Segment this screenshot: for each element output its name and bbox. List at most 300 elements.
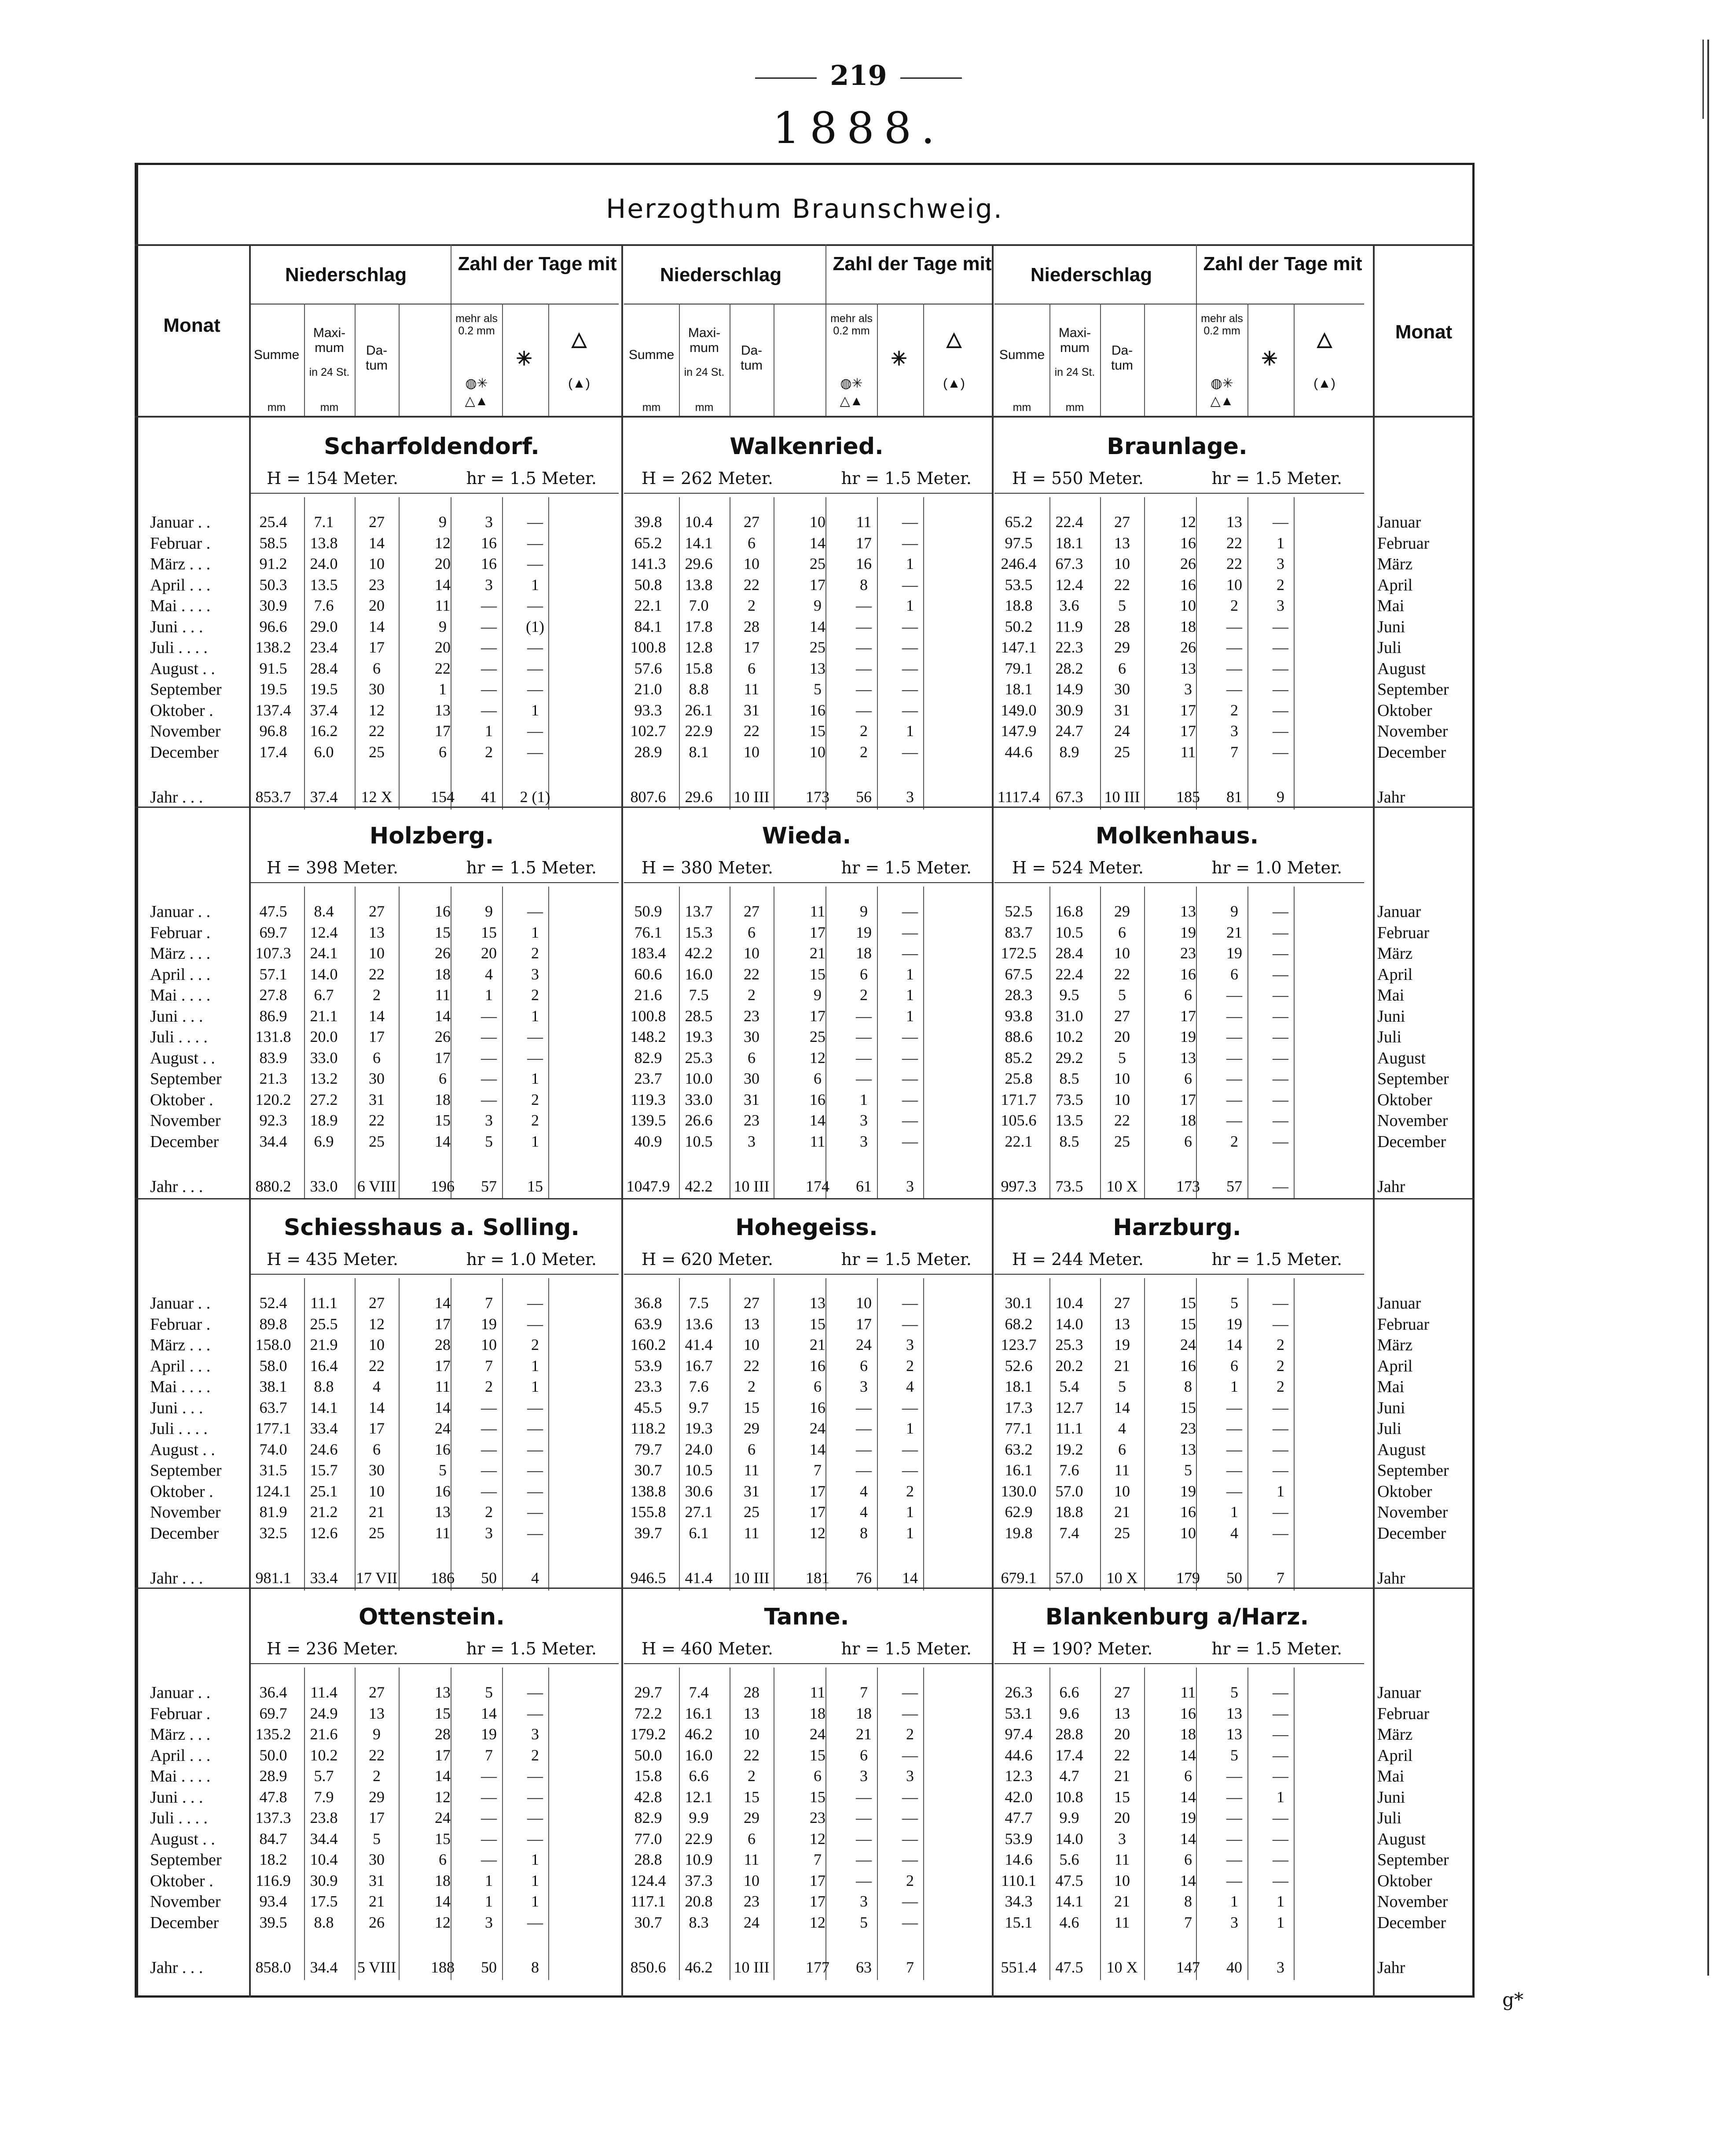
month-label-right: April (1377, 965, 1413, 984)
table-cell: — (1273, 638, 1288, 656)
table-cell: 16 (481, 534, 497, 552)
thunder-symbol-icon: △ (947, 328, 961, 350)
table-cell: 9 (814, 986, 822, 1004)
table-cell: 19 (1226, 944, 1242, 962)
table-cell: 2 (1277, 1336, 1284, 1353)
table-cell: — (481, 1440, 497, 1458)
table-cell: 18.1 (1005, 1378, 1033, 1395)
table-cell: 13.8 (685, 576, 713, 594)
summe-header: Summe (628, 348, 675, 362)
table-cell: 131.8 (255, 1028, 291, 1045)
table-cell: 1 (531, 701, 539, 719)
table-cell: 2 (748, 1378, 756, 1395)
station-name: Scharfoldendorf. (324, 433, 539, 460)
gauge-height: hr = 1.0 Meter. (466, 1250, 597, 1269)
table-cell: 21.1 (310, 1007, 338, 1025)
table-cell: 10 (744, 743, 759, 761)
table-cell: — (902, 680, 918, 698)
table-cell: 14 (369, 534, 385, 552)
year-total-cell: 853.7 (255, 788, 291, 806)
table-cell: 10.2 (310, 1746, 338, 1764)
station-name: Wieda. (762, 823, 851, 849)
table-cell: 52.5 (1005, 902, 1033, 920)
year-total-cell: 42.2 (685, 1177, 713, 1195)
table-cell: 17.4 (259, 743, 287, 761)
table-cell: 2 (1277, 1357, 1284, 1375)
table-cell: — (1226, 1461, 1242, 1479)
table-cell: 19 (481, 1725, 497, 1743)
table-cell: 14 (435, 1132, 451, 1150)
table-cell: 24 (435, 1809, 451, 1826)
table-cell: 16 (435, 902, 451, 920)
table-cell: 2 (906, 1871, 914, 1889)
table-cell: — (902, 1461, 918, 1479)
month-label-right: Juni (1377, 617, 1405, 636)
month-label: März . . . (150, 1336, 211, 1354)
table-cell: — (902, 1892, 918, 1910)
table-cell: — (902, 1049, 918, 1067)
year-label-right: Jahr (1377, 1569, 1405, 1588)
table-cell: 42.0 (1005, 1788, 1033, 1806)
table-cell: 1 (1230, 1503, 1238, 1521)
table-cell: 18 (435, 965, 451, 983)
table-cell: 14.0 (1055, 1315, 1083, 1333)
month-label-right: Juli (1377, 638, 1401, 657)
station-height: H = 380 Meter. (642, 858, 773, 877)
table-cell: 20 (369, 597, 385, 614)
table-cell: 39.5 (259, 1913, 287, 1931)
zahl-der-tage-header: Zahl der Tage mit (833, 253, 992, 275)
table-cell: 16.2 (310, 722, 338, 740)
year-total-cell: 10 III (1104, 788, 1140, 806)
station-heights (624, 858, 989, 879)
table-cell: — (481, 1070, 497, 1087)
table-cell: 12.4 (310, 923, 338, 941)
table-cell: — (1273, 1419, 1288, 1437)
table-cell: 1 (1277, 1482, 1284, 1500)
month-label-right: December (1377, 1132, 1446, 1151)
table-cell: 27.2 (310, 1090, 338, 1108)
table-cell: 15 (810, 965, 825, 983)
table-cell: 11 (744, 1851, 759, 1868)
table-cell: 9 (439, 617, 447, 635)
table-cell: 10 (1114, 944, 1130, 962)
table-cell: — (1273, 1315, 1288, 1333)
table-cell: — (1273, 1503, 1288, 1521)
table-cell: 6 (748, 1830, 756, 1848)
table-cell: 31 (1114, 701, 1130, 719)
table-cell: — (1273, 1767, 1288, 1785)
year-total-cell: 10 III (734, 788, 770, 806)
gauge-height: hr = 1.5 Meter. (1211, 1639, 1342, 1658)
table-cell: — (902, 513, 918, 531)
month-label-right: December (1377, 1913, 1446, 1932)
table-cell: 18 (1180, 1111, 1196, 1129)
niederschlag-header: Niederschlag (660, 264, 782, 286)
year-total-cell: 858.0 (255, 1958, 291, 1976)
table-cell: 28.5 (685, 1007, 713, 1025)
table-cell: 11 (1114, 1851, 1130, 1868)
table-cell: 1 (485, 1871, 493, 1889)
year-total-cell: 997.3 (1001, 1177, 1037, 1195)
table-cell: 74.0 (259, 1440, 287, 1458)
table-cell: 11.4 (310, 1683, 338, 1701)
month-label-right: Oktober (1377, 1871, 1432, 1890)
page-edge-line (1707, 40, 1709, 1976)
hail-symbol-icon: △▲ (465, 394, 488, 408)
table-cell: 22 (435, 659, 451, 677)
table-cell: 13 (1114, 534, 1130, 552)
year-total-cell: 1047.9 (626, 1177, 670, 1195)
table-cell: 141.3 (630, 555, 666, 572)
table-cell: — (527, 1461, 543, 1479)
table-cell: 5 (1230, 1746, 1238, 1764)
table-cell: 10 (744, 944, 759, 962)
table-cell: 7 (1184, 1913, 1192, 1931)
table-cell: 18 (856, 1704, 872, 1722)
year-total-cell: 15 (527, 1177, 543, 1195)
table-cell: 24.9 (310, 1704, 338, 1722)
gauge-height: hr = 1.5 Meter. (466, 858, 597, 877)
table-cell: 10 (744, 555, 759, 572)
table-cell: 13 (810, 659, 825, 677)
table-cell: 15 (810, 722, 825, 740)
table-cell: 50.3 (259, 576, 287, 594)
table-cell: 4 (373, 1378, 381, 1395)
table-cell: — (902, 534, 918, 552)
table-cell: 26 (435, 944, 451, 962)
station-heights (994, 469, 1360, 490)
table-cell: — (1226, 1007, 1242, 1025)
table-cell: 7 (485, 1294, 493, 1312)
table-cell: 2 (373, 1767, 381, 1785)
year-total-cell: 8 (531, 1958, 539, 1976)
table-cell: 11.9 (1056, 617, 1083, 635)
table-cell: 7 (1230, 743, 1238, 761)
table-cell: 73.5 (1055, 1090, 1083, 1108)
station-height: H = 262 Meter. (642, 469, 773, 488)
table-cell: 22 (369, 722, 385, 740)
table-cell: 2 (531, 1336, 539, 1353)
table-cell: 14 (1180, 1746, 1196, 1764)
table-cell: 18 (1180, 1725, 1196, 1743)
table-cell: 6.6 (1059, 1683, 1079, 1701)
table-cell: 19 (1226, 1315, 1242, 1333)
table-cell: 10 (744, 1336, 759, 1353)
table-cell: 1 (906, 965, 914, 983)
table-cell: — (1273, 1851, 1288, 1868)
table-cell: 20 (1114, 1725, 1130, 1743)
table-cell: 1 (531, 1132, 539, 1150)
month-label-right: Februar (1377, 534, 1430, 553)
table-cell: 105.6 (1001, 1111, 1037, 1129)
table-cell: 3 (485, 1111, 493, 1129)
table-cell: 6 (373, 659, 381, 677)
table-cell: 14 (435, 1294, 451, 1312)
group-sep (1196, 244, 1197, 416)
datum-header: Da- tum (740, 343, 763, 373)
table-cell: 27 (1114, 1683, 1130, 1701)
table-cell: 14.1 (1055, 1892, 1083, 1910)
station-rule (624, 1663, 994, 1664)
year-total-cell: 4 (531, 1569, 539, 1587)
table-cell: 34.3 (1005, 1892, 1033, 1910)
table-cell: — (481, 1482, 497, 1500)
gauge-height: hr = 1.5 Meter. (1211, 1250, 1342, 1269)
year-total-cell: 33.4 (310, 1569, 338, 1587)
table-cell: 67.5 (1005, 965, 1033, 983)
table-cell: 17 (810, 1482, 825, 1500)
table-cell: — (1273, 1111, 1288, 1129)
table-cell: — (902, 1440, 918, 1458)
month-label: December (150, 1524, 219, 1543)
year-total-cell: 147 (1176, 1958, 1200, 1976)
table-cell: 1 (1277, 534, 1284, 552)
station-heights (249, 1639, 614, 1660)
month-label: Oktober . (150, 701, 213, 720)
table-cell: 60.6 (634, 965, 662, 983)
table-cell: 9.9 (1059, 1809, 1079, 1826)
table-cell: — (481, 1851, 497, 1868)
table-cell: 30 (369, 1461, 385, 1479)
year-total-cell: 3 (906, 788, 914, 806)
table-cell: 25 (1114, 1132, 1130, 1150)
table-cell: 6 (748, 534, 756, 552)
table-cell: 46.2 (685, 1725, 713, 1743)
table-cell: 91.2 (259, 555, 287, 572)
table-cell: 24.6 (310, 1440, 338, 1458)
table-cell: 7 (814, 1461, 822, 1479)
table-cell: — (481, 1028, 497, 1045)
table-cell: — (902, 617, 918, 635)
table-cell: — (1273, 1809, 1288, 1826)
table-cell: 25 (369, 743, 385, 761)
table-cell: 3 (485, 1524, 493, 1542)
table-cell: 24.0 (685, 1440, 713, 1458)
table-cell: 7.6 (314, 597, 334, 614)
month-label: September (150, 680, 222, 699)
table-cell: 14 (810, 1440, 825, 1458)
datum-header: Da- tum (1111, 343, 1133, 373)
table-cell: 82.9 (634, 1809, 662, 1826)
year-total-cell: 10 III (734, 1177, 770, 1195)
table-cell: 10 (1114, 1871, 1130, 1889)
table-cell: 25.8 (1005, 1070, 1033, 1087)
table-cell: 10 (369, 555, 385, 572)
table-cell: 6 (814, 1378, 822, 1395)
table-cell: 17 (856, 1315, 872, 1333)
table-cell: 10 (1180, 1524, 1196, 1542)
month-label-right: Oktober (1377, 701, 1432, 720)
month-label: September (150, 1070, 222, 1088)
month-label-right: März (1377, 944, 1413, 963)
year-total-cell: 81 (1226, 788, 1242, 806)
gauge-height: hr = 1.5 Meter. (841, 1250, 972, 1269)
table-cell: 52.6 (1005, 1357, 1033, 1375)
table-cell: 7.0 (689, 597, 709, 614)
year-total-cell: 17 VII (356, 1569, 398, 1587)
table-cell: — (481, 1809, 497, 1826)
year-total-cell: 57 (1226, 1177, 1242, 1195)
table-cell: — (481, 1788, 497, 1806)
table-cell: 7.1 (314, 513, 334, 531)
month-label: August . . (150, 1049, 215, 1067)
table-cell: 3 (906, 1336, 914, 1353)
unit-mm-summe: mm (642, 401, 661, 414)
group-sep (825, 244, 826, 416)
month-label-right: Juli (1377, 1028, 1401, 1046)
year-total-cell: 37.4 (310, 788, 338, 806)
table-cell: 10 (1180, 597, 1196, 614)
table-cell: 19.5 (310, 680, 338, 698)
table-cell: 30 (744, 1070, 759, 1087)
station-heights (249, 469, 614, 490)
month-label: April . . . (150, 1357, 211, 1375)
table-cell: 2 (531, 986, 539, 1004)
table-cell: — (1226, 1049, 1242, 1067)
hail-symbol-icon: △▲ (1210, 394, 1234, 408)
table-cell: 9.6 (1059, 1704, 1079, 1722)
table-cell: — (902, 1398, 918, 1416)
month-label-right: August (1377, 1830, 1426, 1848)
table-cell: 50.2 (1005, 617, 1033, 635)
station-rule (249, 1663, 619, 1664)
table-cell: 10 (856, 1294, 872, 1312)
table-cell: 58.0 (259, 1357, 287, 1375)
table-cell: 1 (531, 1070, 539, 1087)
monat-header-right: Monat (1395, 321, 1453, 343)
table-cell: 12 (810, 1913, 825, 1931)
table-cell: — (902, 1746, 918, 1764)
table-cell: 14 (435, 1892, 451, 1910)
block-rule (135, 1588, 1475, 1589)
table-cell: — (856, 1028, 872, 1045)
mehr-als-header: mehr als 0.2 mm (455, 312, 498, 337)
table-cell: 17 (810, 576, 825, 594)
table-cell: 3 (860, 1892, 868, 1910)
table-cell: — (1273, 1746, 1288, 1764)
table-cell: 2 (531, 944, 539, 962)
table-cell: 22 (1114, 1746, 1130, 1764)
table-cell: 15 (1180, 1294, 1196, 1312)
table-cell: 50.9 (634, 902, 662, 920)
table-cell: — (527, 1788, 543, 1806)
subheader-sep (1049, 304, 1050, 416)
table-cell: 2 (1277, 576, 1284, 594)
table-cell: 14 (435, 1007, 451, 1025)
table-cell: 17 (810, 923, 825, 941)
table-cell: 123.7 (1001, 1336, 1037, 1353)
month-label: December (150, 1132, 219, 1151)
table-cell: — (902, 1070, 918, 1087)
month-label-right: Januar (1377, 513, 1421, 532)
table-cell: 22.9 (685, 722, 713, 740)
table-cell: 91.5 (259, 659, 287, 677)
table-cell: 16 (810, 1357, 825, 1375)
table-cell: 22 (1226, 555, 1242, 572)
table-cell: 17 (1180, 722, 1196, 740)
table-cell: — (1273, 1007, 1288, 1025)
year-total-cell: 7 (1277, 1569, 1284, 1587)
table-cell: — (902, 1851, 918, 1868)
table-cell: — (856, 1830, 872, 1848)
table-cell: 6 (439, 743, 447, 761)
table-cell: 10 (1226, 576, 1242, 594)
station-name: Harzburg. (1113, 1214, 1241, 1241)
table-cell: 28.4 (310, 659, 338, 677)
year-total-cell: 57.0 (1055, 1569, 1083, 1587)
table-cell: 5 (814, 680, 822, 698)
subheader-sep (304, 304, 305, 416)
rule-top-header (135, 244, 1475, 246)
table-cell: 12.6 (310, 1524, 338, 1542)
mehr-als-header: mehr als 0.2 mm (830, 312, 873, 337)
table-cell: 6 (1118, 659, 1126, 677)
table-cell: 14.1 (310, 1398, 338, 1416)
table-cell: — (1273, 1440, 1288, 1458)
table-cell: 6 (1118, 1440, 1126, 1458)
table-cell: 2 (748, 986, 756, 1004)
table-cell: 5 (1184, 1461, 1192, 1479)
table-cell: 19.3 (685, 1419, 713, 1437)
table-cell: 3 (906, 1767, 914, 1785)
table-cell: 1 (906, 1524, 914, 1542)
table-cell: — (527, 597, 543, 614)
year-total-cell: 7 (906, 1958, 914, 1976)
table-cell: 6 (439, 1070, 447, 1087)
table-cell: — (1273, 1028, 1288, 1045)
table-cell: 28 (435, 1725, 451, 1743)
station-name: Tanne. (764, 1604, 849, 1630)
table-cell: 19 (1180, 923, 1196, 941)
table-cell: 13 (1114, 1704, 1130, 1722)
table-cell: 13 (369, 1704, 385, 1722)
station-height: H = 524 Meter. (1012, 858, 1144, 877)
unit-mm-max: mm (1065, 401, 1084, 414)
table-cell: 13 (810, 1294, 825, 1312)
year-total-cell: 50 (481, 1958, 497, 1976)
subheader-sep (355, 304, 356, 416)
table-cell: — (1273, 722, 1288, 740)
table-cell: 5 (1118, 1378, 1126, 1395)
table-cell: 26 (1180, 638, 1196, 656)
table-cell: 85.2 (1005, 1049, 1033, 1067)
table-cell: 27 (744, 513, 759, 531)
table-cell: — (1273, 513, 1288, 531)
table-cell: 12 (1180, 513, 1196, 531)
table-cell: 10.2 (1055, 1028, 1083, 1045)
col-sep-station (992, 244, 994, 1998)
table-cell: 30 (744, 1028, 759, 1045)
table-cell: 12.3 (1005, 1767, 1033, 1785)
table-cell: 13 (1180, 1440, 1196, 1458)
month-label: Oktober . (150, 1871, 213, 1890)
station-height: H = 236 Meter. (267, 1639, 398, 1658)
table-cell: 1 (485, 1892, 493, 1910)
table-cell: 50.0 (259, 1746, 287, 1764)
table-cell: 29.0 (310, 617, 338, 635)
table-cell: 7 (485, 1357, 493, 1375)
table-cell: 1 (531, 1378, 539, 1395)
table-cell: — (1273, 986, 1288, 1004)
table-cell: 19 (1180, 1809, 1196, 1826)
maximum-header: Maxi- mum (313, 326, 346, 355)
table-cell: 5 (485, 1683, 493, 1701)
unit-mm-summe: mm (1013, 401, 1031, 414)
rain-symbol-icon: ◍✳ (465, 376, 488, 391)
table-cell: 19.8 (1005, 1524, 1033, 1542)
month-label-right: November (1377, 1503, 1448, 1522)
